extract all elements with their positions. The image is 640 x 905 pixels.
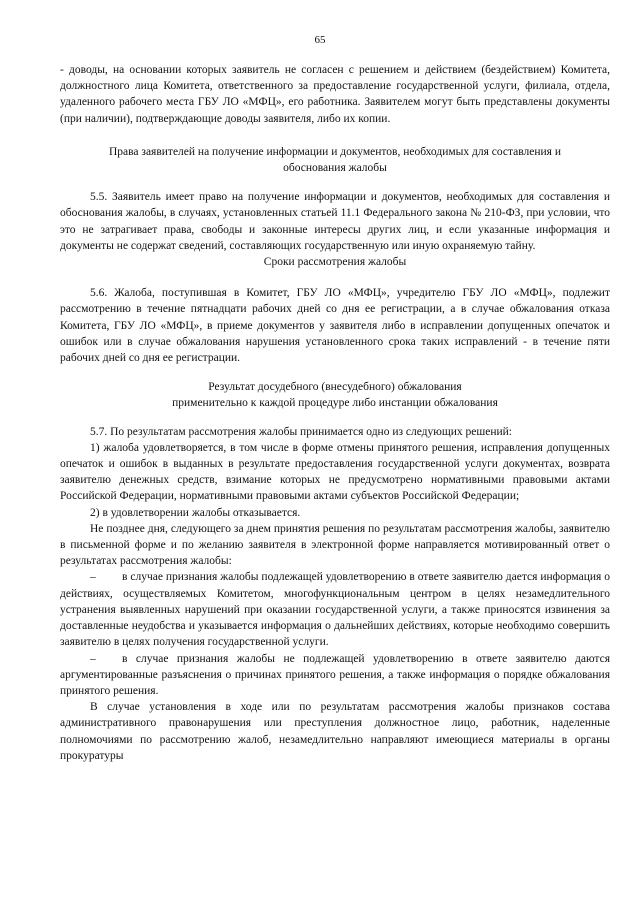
decision-item-2: 2) в удовлетворении жалобы отказывается. xyxy=(90,506,301,519)
dash-item-text: в случае признания жалобы не подлежащей удовлетворению в ответе заявителю даются аргументированные разъяснения о причинах принятого решения, а также информация о порядке обжалования принятого решения. xyxy=(60,652,610,697)
page-number: 65 xyxy=(314,34,326,46)
heading-line: применительно к каждой процедуре либо инстанции обжалования xyxy=(172,397,498,410)
dash-item-text: в случае признания жалобы подлежащей удовлетворению в ответе заявителю дается информация о действиях, осуществляемых Комитетом, многофункциональным центром в целях незамедлительного устранения выявленных нарушений при оказании государственной услуги, а также приносятся извинения за доставленные неудобства и указывается информация о дальнейших действиях, которые необходимо совершить заявителю в целях получения государственной услуги. xyxy=(60,571,610,649)
paragraph-5-5: 5.5. Заявитель имеет право на получение информации и документов, необходимых для составления и обоснования жалобы, в случаях, установленных статьей 11.1 Федерального закона № 210-ФЗ, при условии, что это не затрагивает права, свободы и законные интересы других лиц, и если указанные информация и документы не содержат сведений, составляющих государственную или иную охраняемую тайну. xyxy=(60,191,610,252)
section-heading-terms xyxy=(60,254,610,270)
paragraph-5-6: 5.6. Жалоба, поступившая в Комитет, ГБУ ЛО «МФЦ», учредителю ГБУ ЛО «МФЦ», подлежит рассмотрению в течение пятнадцати рабочих дней со дня ее регистрации, а в случае обжалования отказа Комитета, ГБУ ЛО «МФЦ», в приеме документов у заявителя либо в исправлении допущенных опечаток и ошибок или в случае обжалования нарушения установленного срока таких исправлений - в течение пяти рабочих дней со дня ее регистрации. xyxy=(60,287,610,365)
heading-line: Сроки рассмотрения жалобы xyxy=(263,256,407,269)
dash-marker: – xyxy=(90,652,96,665)
heading-line: Результат досудебного (внесудебного) обжалования xyxy=(208,381,462,394)
heading-line: Права заявителей на получение информации и документов, необходимых для составления и xyxy=(108,145,561,158)
response-paragraph: Не позднее дня, следующего за днем принятия решения по результатам рассмотрения жалобы, заявителю в письменной форме и по желанию заявителя в электронной форме направляется мотивированный ответ о результатах рассмотрения жалобы: xyxy=(60,522,610,568)
dash-list-item xyxy=(60,569,610,650)
final-paragraph: В случае установления в ходе или по результатам рассмотрения жалобы признаков состава административного правонарушения или преступления должностное лицо, работник, наделенные полномочиями по рассмотрению жалоб, незамедлительно направляют имеющиеся материалы в органы прокуратуры xyxy=(60,701,610,762)
document-body xyxy=(60,62,610,764)
paragraph-5-7-intro: 5.7. По результатам рассмотрения жалобы принимается одно из следующих решений: xyxy=(90,425,512,438)
dash-list-item xyxy=(60,651,610,700)
section-heading-rights xyxy=(60,144,610,176)
dash-marker: – xyxy=(90,571,96,584)
heading-line: обоснования жалобы xyxy=(283,162,387,175)
decision-item-1: 1) жалоба удовлетворяется, в том числе в форме отмены принятого решения, исправления допущенных опечаток и ошибок в выданных в результате предоставления государственной услуги документах, возврата заявителю денежных средств, взимание которых не предусмотрено нормативными правовыми актами Российской Федерации, нормативными правовыми актами субъектов Российской Федерации; xyxy=(60,441,610,503)
intro-paragraph: - доводы, на основании которых заявитель не согласен с решением и действием (бездействием) Комитета, должностного лица Комитета, ответственного за предоставление государственной услуги, филиала, отдела, удаленного рабочего места ГБУ ЛО «МФЦ», его работника. Заявителем могут быть представлены документы (при наличии), подтверждающие доводы заявителя, либо их копии. xyxy=(60,64,610,125)
section-heading-result xyxy=(60,379,610,411)
